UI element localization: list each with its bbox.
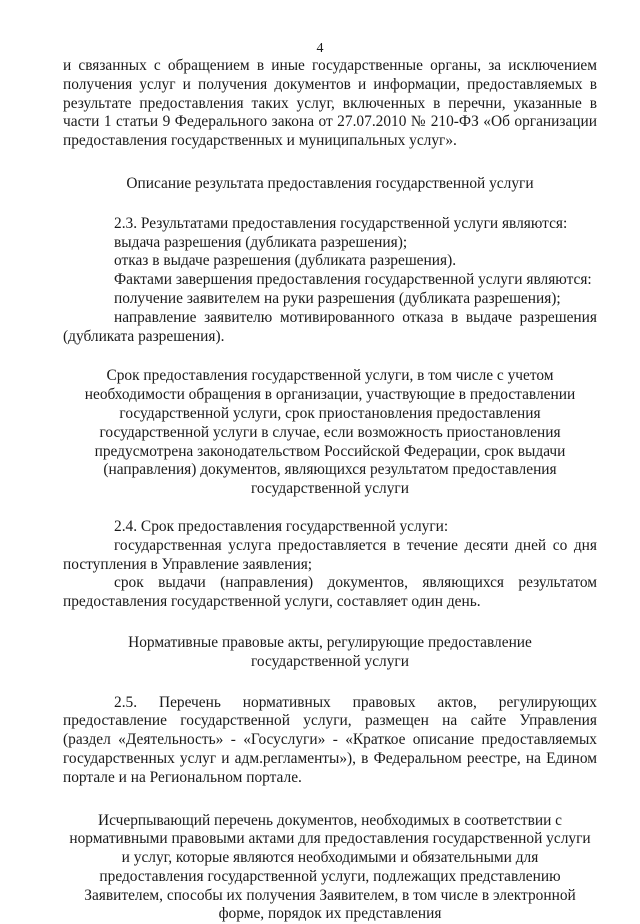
list-item: получение заявителем на руки разрешения (дубликата разрешения); — [63, 290, 597, 309]
facts-lead: Фактами завершения предоставления государственной услуги являются: — [63, 271, 597, 290]
heading-line: Заявителем, способы их получения Заявителем, в том числе в электронной — [63, 887, 597, 906]
section-heading-result: Описание результата предоставления государственной услуги — [63, 175, 597, 194]
heading-line: государственной услуги — [63, 653, 597, 672]
heading-line: предоставления государственной услуги, подлежащих представлению — [63, 868, 597, 887]
section-2-5 — [63, 694, 597, 788]
heading-line: Нормативные правовые акты, регулирующие предоставление — [63, 634, 597, 653]
heading-line: государственной услуги — [63, 480, 597, 499]
text-line: государственных услуг и адм.регламенты»), в Федеральном реестре, на Едином — [63, 750, 597, 769]
text-line: (дубликата разрешения). — [63, 328, 597, 347]
text-line: предоставления государственных и муниципальных услуг». — [63, 132, 597, 151]
intro-paragraph — [63, 57, 597, 151]
heading-line: Исчерпывающий перечень документов, необходимых в соответствии с — [63, 812, 597, 831]
section-2-3 — [63, 215, 597, 347]
heading-line: Срок предоставления государственной услуги, в том числе с учетом — [63, 367, 597, 386]
text-line: (раздел «Деятельность» - «Госуслуги» - «Краткое описание предоставляемых — [63, 731, 597, 750]
heading-line: предусмотрена законодательством Российской Федерации, срок выдачи — [63, 443, 597, 462]
list-item: отказ в выдаче разрешения (дубликата разрешения). — [63, 252, 597, 271]
text-line: срок выдачи (направления) документов, являющихся результатом — [63, 574, 597, 593]
text-line: поступления в Управление заявления; — [63, 556, 597, 575]
heading-line: необходимости обращения в организации, участвующие в предоставлении — [63, 386, 597, 405]
section-2-4 — [63, 518, 597, 612]
text-line: государственная услуга предоставляется в течение десяти дней со дня — [63, 537, 597, 556]
list-item: выдача разрешения (дубликата разрешения); — [63, 234, 597, 253]
section-lead: 2.4. Срок предоставления государственной услуги: — [63, 518, 597, 537]
text-line: и связанных с обращением в иные государственные органы, за исключением — [63, 57, 597, 76]
text-line: направление заявителю мотивированного отказа в выдаче разрешения — [63, 309, 597, 328]
text-line: предоставление государственной услуги, размещен на сайте Управления — [63, 712, 597, 731]
section-lead: 2.3. Результатами предоставления государственной услуги являются: — [63, 215, 597, 234]
heading-line: государственной услуги, срок приостановления предоставления — [63, 405, 597, 424]
text-line: портале и на Региональном портале. — [63, 769, 597, 788]
text-line: получения услуг и получения документов и информации, предоставляемых в — [63, 76, 597, 95]
text-line: предоставления государственной услуги, составляет один день. — [63, 593, 597, 612]
heading-line: и услуг, которые являются необходимыми и обязательными для — [63, 849, 597, 868]
section-heading-term — [63, 367, 597, 499]
document-body — [63, 57, 597, 924]
text-line: 2.5. Перечень нормативных правовых актов, регулирующих — [63, 694, 597, 713]
section-heading-documents — [63, 812, 597, 924]
text-line: результате предоставления таких услуг, включенных в перечни, указанные в — [63, 95, 597, 114]
heading-line: нормативными правовыми актами для предоставления государственной услуги — [63, 830, 597, 849]
page-number: 4 — [0, 40, 640, 59]
heading-line: государственной услуги в случае, если возможность приостановления — [63, 424, 597, 443]
section-heading-acts — [63, 634, 597, 672]
text-line: части 1 статьи 9 Федерального закона от 27.07.2010 № 210-ФЗ «Об организации — [63, 113, 597, 132]
heading-line: форме, порядок их представления — [63, 905, 597, 924]
heading-line: (направления) документов, являющихся результатом предоставления — [63, 461, 597, 480]
